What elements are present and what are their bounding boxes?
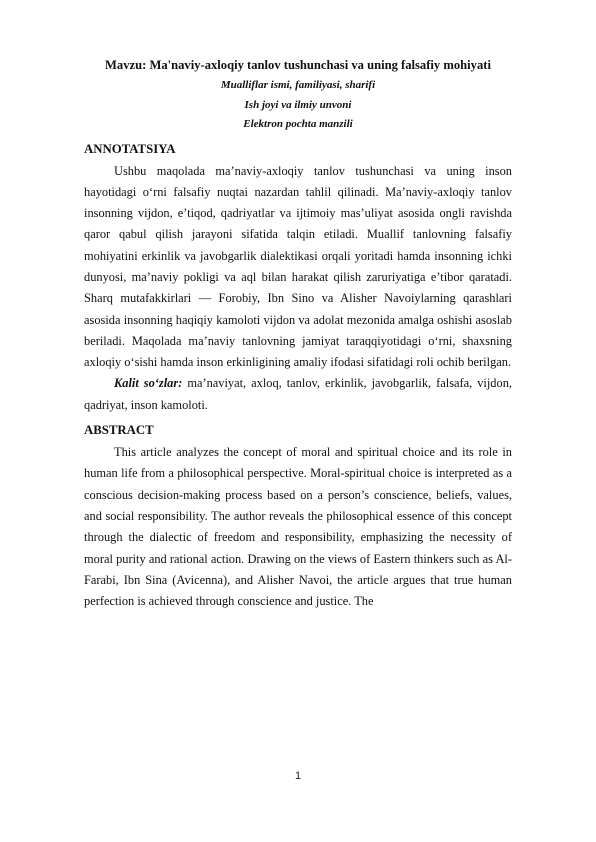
document-title: Mavzu: Ma'naviy-axloqiy tanlov tushunchasi va uning falsafiy mohiyati xyxy=(105,58,491,72)
keywords-text: ma’naviyat, axloq, tanlov, erkinlik, javobgarlik, falsafa, vijdon, qadriyat, inson kamoloti. xyxy=(84,376,512,412)
workplace-line: Ish joyi va ilmiy unvoni xyxy=(244,98,352,111)
email-line: Elektron pochta manzili xyxy=(243,118,353,130)
page-number: 1 xyxy=(294,770,302,782)
keywords-paragraph xyxy=(84,373,512,416)
annotatsiya-body: Ushbu maqolada ma’naviy-axloqiy tanlov tushunchasi va uning inson hayotidagi o‘rni falsafiy nuqtai nazardan tahlil qilinadi. Ma’naviy-axloqiy tanlov insonning vijdon, e’tiqod, qadriyatlar va ijtimoiy mas’uliyat asosida ongli ravishda qaror qabul qilish jarayoni sifatida talqin etiladi. Muallif tanlovning falsafiy mohiyatini erkinlik va javobgarlik dialektikasi orqali yoritadi hamda insonning ichki dunyosi, ma’naviy pokligi va aql bilan harakat qilish zaruriyatiga e’tibor qaratadi. Sharq mutafakkirlari — Forobiy, Ibn Sino va Alisher Navoiylarning qarashlari asosida insonning haqiqiy kamoloti vijdon va adolat mezonida amalga oshishi asoslab beriladi. Maqolada ma’naviy tanlovning jamiyat taraqqiyotidagi o‘rni, shaxsning axloqiy o‘sishi hamda inson erkinligining amaliy ifodasi sifatidagi roli ochib berilgan. xyxy=(84,163,512,370)
keywords-label: Kalit so‘zlar: xyxy=(114,376,183,391)
abstract-body: This article analyzes the concept of moral and spiritual choice and its role in human life from a philosophical perspective. Moral-spiritual choice is interpreted as a conscious decision-making process based on a person’s conscience, beliefs, values, and social responsibility. The author reveals the philosophical essence of this concept through the dialectic of freedom and responsibility, emphasizing the necessity of moral purity and rational action. Drawing on the views of Eastern thinkers such as Al-Farabi, Ibn Sina (Avicenna), and Alisher Navoi, the article argues that true human perfection is achieved through conscience and justice. The xyxy=(84,445,512,609)
annotatsiya-heading: ANNOTATSIYA xyxy=(84,141,176,156)
authors-line: Mualliflar ismi, familiyasi, sharifi xyxy=(220,79,376,91)
document-page xyxy=(84,56,512,612)
abstract-heading: ABSTRACT xyxy=(84,423,154,438)
